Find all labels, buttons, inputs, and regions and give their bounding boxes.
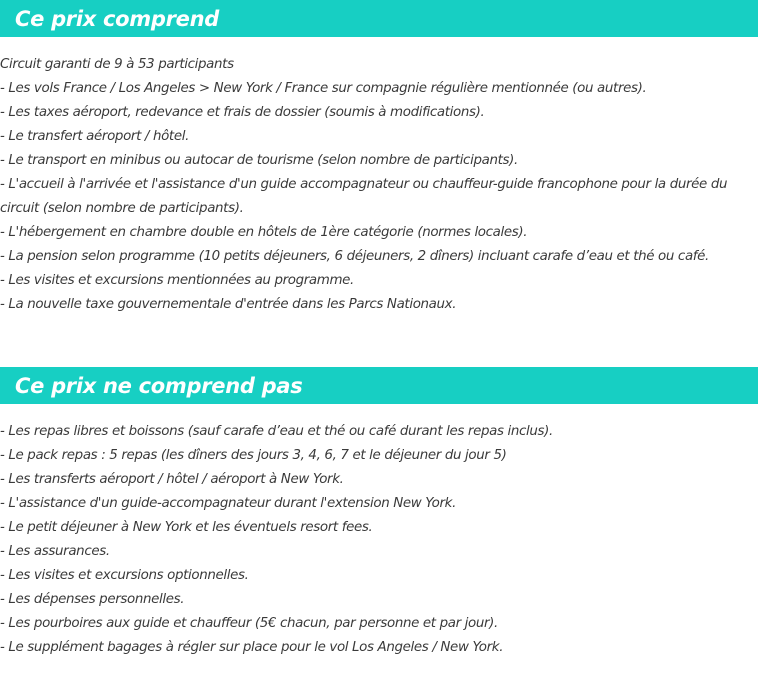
excluded-title: Ce prix ne comprend pas	[15, 373, 303, 398]
list-item: - L'accueil à l'arrivée et l'assistance d'un guide accompagnateur ou chauffeur-guide francophone pour la durée du circuit (selon nombre de participants).	[0, 177, 728, 216]
list-item: - Le pack repas : 5 repas (les dîners des jours 3, 4, 6, 7 et le déjeuner du jour 5)	[0, 448, 507, 463]
excluded-header	[0, 367, 758, 404]
list-item: - Les dépenses personnelles.	[0, 592, 185, 607]
list-item: - Le petit déjeuner à New York et les éventuels resort fees.	[0, 520, 373, 535]
list-item: Circuit garanti de 9 à 53 participants	[0, 57, 234, 72]
list-item: - Le supplément bagages à régler sur place pour le vol Los Angeles / New York.	[0, 640, 504, 655]
list-item: - Les repas libres et boissons (sauf carafe d’eau et thé ou café durant les repas inclus).	[0, 424, 553, 439]
list-item: - La pension selon programme (10 petits déjeuners, 6 déjeuners, 2 dîners) incluant carafe d’eau et thé ou café.	[0, 249, 709, 264]
list-item: - Le transfert aéroport / hôtel.	[0, 129, 189, 144]
list-item: - Les assurances.	[0, 544, 110, 559]
list-item: - La nouvelle taxe gouvernementale d'entrée dans les Parcs Nationaux.	[0, 297, 457, 312]
included-section	[0, 0, 758, 317]
list-item: - Les visites et excursions mentionnées au programme.	[0, 273, 354, 288]
list-item: - Le transport en minibus ou autocar de tourisme (selon nombre de participants).	[0, 153, 518, 168]
excluded-section	[0, 367, 758, 660]
excluded-list	[0, 420, 758, 660]
list-item: - Les taxes aéroport, redevance et frais de dossier (soumis à modifications).	[0, 105, 485, 120]
list-item: - Les pourboires aux guide et chauffeur (5€ chacun, par personne et par jour).	[0, 616, 498, 631]
list-item: - Les transferts aéroport / hôtel / aéroport à New York.	[0, 472, 344, 487]
list-item: - Les vols France / Los Angeles > New York / France sur compagnie régulière mentionnée (ou autres).	[0, 81, 647, 96]
included-header	[0, 0, 758, 37]
included-title: Ce prix comprend	[15, 6, 219, 31]
list-item: - L'hébergement en chambre double en hôtels de 1ère catégorie (normes locales).	[0, 225, 528, 240]
list-item: - L'assistance d'un guide-accompagnateur durant l'extension New York.	[0, 496, 456, 511]
list-item: - Les visites et excursions optionnelles.	[0, 568, 249, 583]
included-list	[0, 53, 758, 317]
